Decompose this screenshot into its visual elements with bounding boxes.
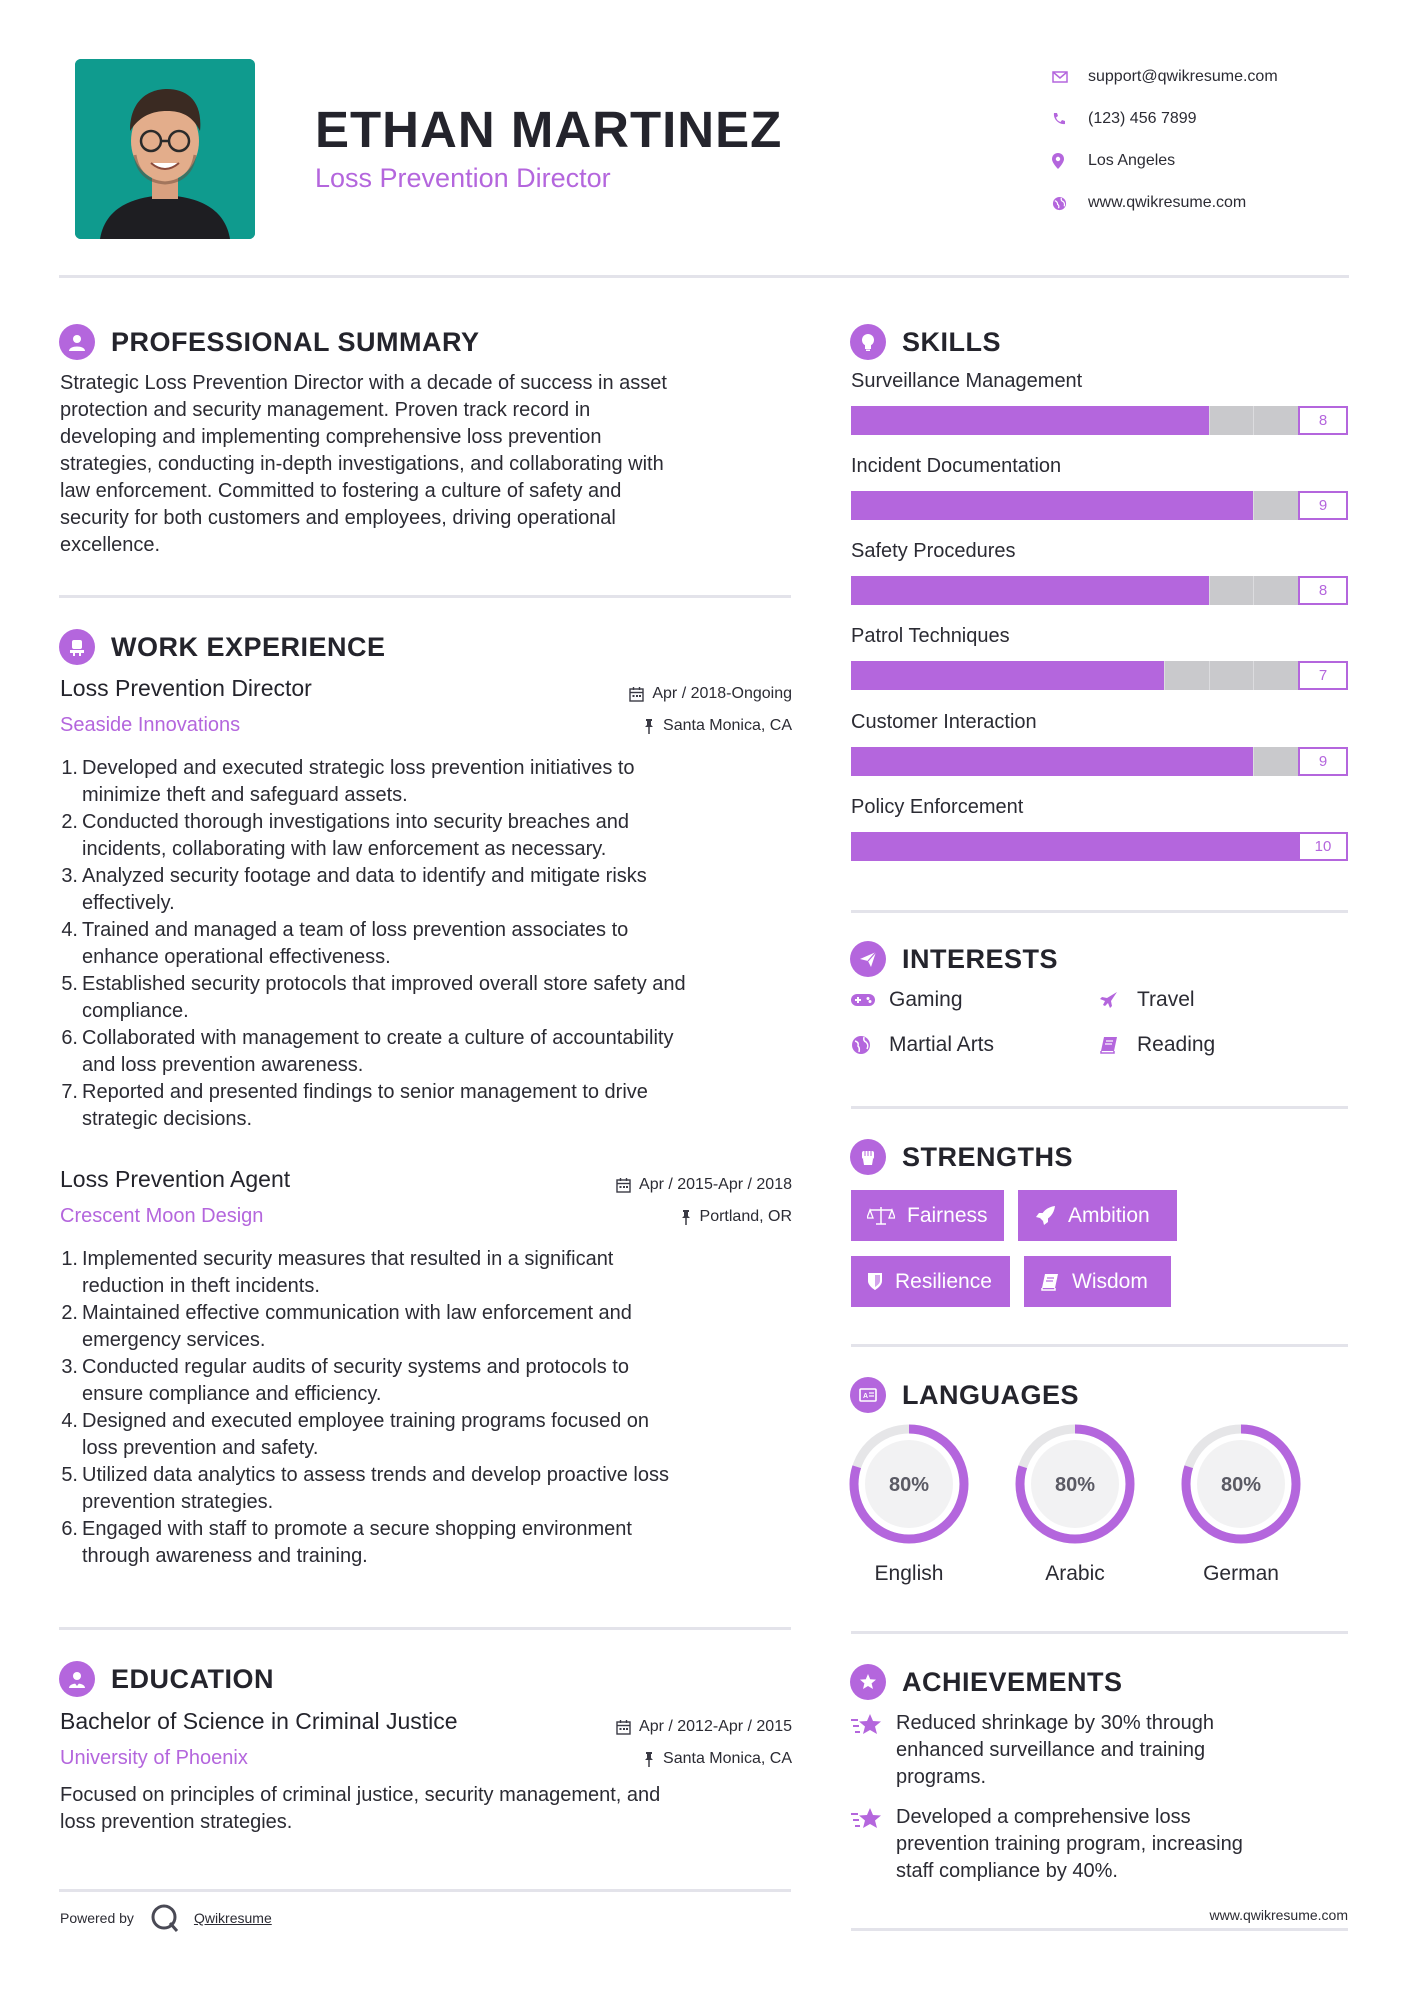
phone-icon: [1052, 112, 1088, 126]
shield-icon: [867, 1272, 883, 1291]
skill-level-bar: [851, 406, 1348, 435]
skill-name: Customer Interaction: [851, 711, 1037, 733]
languages-heading: [850, 1377, 1079, 1413]
skill-segment: [896, 491, 941, 520]
education-degree: Bachelor of Science in Criminal Justice: [60, 1708, 458, 1734]
skill-segment: [940, 661, 985, 690]
experience-heading: [59, 629, 386, 665]
email-icon: [1052, 71, 1088, 83]
skill-segment: [1074, 661, 1119, 690]
skill-segment: [1119, 832, 1164, 861]
languages-title: LANGUAGES: [902, 1379, 1080, 1410]
skill-segment: [1119, 576, 1164, 605]
pin-icon: [643, 1752, 655, 1767]
footer-branding: [60, 1903, 272, 1933]
strengths-heading: [850, 1139, 1073, 1175]
skill-segment: [985, 661, 1030, 690]
skill-item: [851, 796, 1348, 861]
pin-icon: [643, 719, 655, 734]
skill-segment: [1030, 576, 1075, 605]
globe-icon: [851, 1035, 889, 1055]
rocket-icon: [1034, 1205, 1056, 1227]
footer-url[interactable]: www.qwikresume.com: [1209, 1907, 1348, 1923]
interests-heading: [850, 941, 1058, 977]
interest-reading: Reading: [1099, 1033, 1215, 1057]
summary-title: PROFESSIONAL SUMMARY: [111, 326, 480, 357]
skill-level-bar: [851, 576, 1348, 605]
skill-segment: [1209, 747, 1254, 776]
language-item: [848, 1423, 970, 1586]
skill-segment: [1119, 661, 1164, 690]
interests-title: INTERESTS: [902, 943, 1059, 974]
strength-fairness: Fairness: [851, 1190, 1004, 1241]
contact-list: [1052, 56, 1382, 224]
skill-segment: [985, 406, 1030, 435]
job-location: Santa Monica, CA: [643, 717, 792, 735]
language-name: English: [874, 1562, 944, 1585]
skill-segment: [851, 576, 896, 605]
job-date: Apr / 2018-Ongoing: [629, 685, 792, 703]
book-icon: [1099, 1035, 1137, 1055]
skills-title: SKILLS: [902, 326, 1002, 357]
contact-phone[interactable]: [1052, 98, 1382, 140]
job-location: Portland, OR: [680, 1208, 792, 1226]
skill-item: [851, 370, 1348, 435]
skill-segment: [1030, 491, 1075, 520]
contact-website[interactable]: [1052, 182, 1382, 224]
skill-segment: [1030, 747, 1075, 776]
skill-segment: [1119, 747, 1164, 776]
achievement-item: Developed a comprehensive loss prevention training program, increasing staff compliance by 40%.: [851, 1804, 1348, 1885]
language-ring: [848, 1423, 970, 1545]
powered-by-label: Powered by: [60, 1910, 134, 1926]
star-badge-icon: [850, 1664, 886, 1700]
job-bullets: [60, 1246, 792, 1570]
education-entry: [60, 1708, 792, 1836]
skill-segment: [940, 576, 985, 605]
list-item: 5. Utilized data analytics to assess trends and develop proactive loss prevention strategies.: [61, 1464, 669, 1513]
candidate-name: ETHAN MARTINEZ: [315, 101, 783, 158]
qwikresume-link[interactable]: Qwikresume: [193, 1910, 272, 1926]
skill-segment: [1164, 661, 1209, 690]
skill-segment: [896, 661, 941, 690]
skill-segment: [1209, 406, 1254, 435]
skill-level-bar: [851, 661, 1348, 690]
interests-divider: [851, 1106, 1348, 1109]
job-company: Seaside Innovations: [60, 714, 241, 736]
skill-segment: [1030, 406, 1075, 435]
skill-item: [851, 540, 1348, 605]
skill-level-badge: 7: [1298, 661, 1348, 690]
job-title: Loss Prevention Director: [60, 675, 312, 701]
skill-segment: [896, 747, 941, 776]
star-icon: [851, 1710, 896, 1791]
skill-segment: [1164, 406, 1209, 435]
header-divider: [59, 275, 1349, 278]
fist-icon: [850, 1139, 886, 1175]
achievements-divider: [851, 1928, 1348, 1931]
contact-phone-text: (123) 456 7899: [1088, 110, 1197, 127]
skill-segment: [1119, 406, 1164, 435]
strengths-divider: [851, 1344, 1348, 1347]
skill-segment: [985, 491, 1030, 520]
skill-level-bar: [851, 491, 1348, 520]
calendar-icon: [629, 687, 644, 702]
language-ring: [1014, 1423, 1136, 1545]
skill-segment: [940, 406, 985, 435]
skill-name: Incident Documentation: [851, 455, 1062, 477]
job-company: Crescent Moon Design: [60, 1205, 264, 1227]
skill-level-badge: 8: [1298, 576, 1348, 605]
skill-item: [851, 455, 1348, 520]
contact-email-text: support@qwikresume.com: [1088, 68, 1278, 85]
paper-plane-icon: [850, 941, 886, 977]
skill-segment: [1030, 661, 1075, 690]
list-item: 6. Collaborated with management to create a culture of accountability and loss prevention awareness.: [61, 1027, 674, 1076]
skill-item: [851, 711, 1348, 776]
skill-item: [851, 625, 1348, 690]
skill-segment: [1209, 491, 1254, 520]
calendar-icon: [616, 1178, 631, 1193]
skill-level-bar: [851, 832, 1348, 861]
skill-segment: [985, 747, 1030, 776]
skill-segment: [1253, 491, 1298, 520]
skill-segment: [940, 747, 985, 776]
location-icon: [1052, 153, 1088, 169]
list-item: 3. Conducted regular audits of security systems and protocols to ensure compliance and efficiency.: [61, 1356, 629, 1405]
skill-segment: [1253, 576, 1298, 605]
graduate-icon: [59, 1661, 95, 1697]
achievements-title: ACHIEVEMENTS: [902, 1666, 1123, 1697]
skill-segment: [1209, 576, 1254, 605]
list-item: 1. Implemented security measures that resulted in a significant reduction in theft incidents.: [61, 1248, 614, 1297]
summary-divider: [59, 595, 791, 598]
language-percent: 80%: [888, 1474, 930, 1496]
globe-icon: [1052, 196, 1088, 211]
education-date: Apr / 2012-Apr / 2015: [616, 1718, 792, 1736]
language-item: [1014, 1423, 1136, 1586]
interest-gaming: Gaming: [851, 988, 963, 1012]
job-bullets: [60, 755, 792, 1133]
scale-icon: [867, 1206, 895, 1226]
skill-segment: [1164, 491, 1209, 520]
skill-name: Patrol Techniques: [851, 625, 1010, 647]
interest-martial-arts: Martial Arts: [851, 1033, 994, 1057]
experience-divider: [59, 1627, 791, 1630]
skill-segment: [1164, 576, 1209, 605]
list-item: 3. Analyzed security footage and data to identify and mitigate risks effectively.: [61, 865, 647, 914]
gamepad-icon: [851, 993, 889, 1007]
skill-segment: [851, 747, 896, 776]
skill-segment: [1164, 832, 1209, 861]
job-title: Loss Prevention Agent: [60, 1166, 291, 1192]
skill-name: Policy Enforcement: [851, 796, 1024, 818]
skill-segment: [851, 661, 896, 690]
skill-level-badge: 8: [1298, 406, 1348, 435]
skill-segment: [1074, 576, 1119, 605]
skills-divider: [851, 910, 1348, 913]
contact-website-text: www.qwikresume.com: [1088, 194, 1247, 211]
job-entry: [60, 1166, 792, 1570]
lightbulb-icon: [850, 324, 886, 360]
skill-level-badge: 9: [1298, 491, 1348, 520]
summary-heading: [59, 324, 480, 360]
skill-segment: [1253, 832, 1298, 861]
skill-segment: [896, 576, 941, 605]
strength-wisdom: Wisdom: [1024, 1256, 1171, 1307]
list-item: 7. Reported and presented findings to senior management to drive strategic decisions.: [61, 1081, 648, 1130]
skill-segment: [1253, 661, 1298, 690]
skill-segment: [851, 832, 896, 861]
book-icon: [1040, 1272, 1060, 1292]
candidate-title: Loss Prevention Director: [315, 163, 611, 193]
qwikresume-logo-icon: [150, 1903, 180, 1933]
skill-segment: [940, 832, 985, 861]
skill-segment: [1253, 406, 1298, 435]
skills-heading: [850, 324, 1001, 360]
list-item: 6. Engaged with staff to promote a secure shopping environment through awareness and training.: [61, 1518, 632, 1567]
experience-title: WORK EXPERIENCE: [111, 631, 386, 662]
skill-level-badge: 10: [1298, 832, 1348, 861]
star-icon: [851, 1804, 896, 1885]
language-name: Arabic: [1045, 1562, 1105, 1585]
achievements-heading: [850, 1664, 1123, 1700]
education-location: Santa Monica, CA: [643, 1750, 792, 1768]
skill-level-badge: 9: [1298, 747, 1348, 776]
skill-name: Surveillance Management: [851, 370, 1083, 392]
languages-divider: [851, 1631, 1348, 1634]
education-school: University of Phoenix: [60, 1747, 248, 1769]
education-title: EDUCATION: [111, 1663, 274, 1694]
skill-segment: [985, 832, 1030, 861]
list-item: 1. Developed and executed strategic loss prevention initiatives to minimize theft and safeguard assets.: [61, 757, 635, 806]
user-icon: [59, 324, 95, 360]
contact-email[interactable]: [1052, 56, 1382, 98]
skill-segment: [1074, 747, 1119, 776]
contact-location: [1052, 140, 1382, 182]
calendar-icon: [616, 1720, 631, 1735]
skill-segment: [851, 491, 896, 520]
language-icon: [850, 1377, 886, 1413]
skill-name: Safety Procedures: [851, 540, 1016, 562]
language-name: German: [1203, 1562, 1279, 1585]
skill-segment: [1074, 406, 1119, 435]
language-ring: [1180, 1423, 1302, 1545]
skill-segment: [1074, 832, 1119, 861]
skill-level-bar: [851, 747, 1348, 776]
skill-segment: [1074, 491, 1119, 520]
svg-text:A: A: [863, 1393, 869, 1400]
list-item: 4. Designed and executed employee training programs focused on loss prevention and safety.: [61, 1410, 650, 1459]
education-description: Focused on principles of criminal justice, security management, and loss prevention strategies.: [60, 1784, 661, 1833]
skill-segment: [940, 491, 985, 520]
plane-icon: [1099, 990, 1137, 1010]
skill-segment: [896, 832, 941, 861]
list-item: 5. Established security protocols that improved overall store safety and compliance.: [61, 973, 686, 1022]
skill-segment: [851, 406, 896, 435]
interest-travel: Travel: [1099, 988, 1195, 1012]
list-item: 2. Maintained effective communication with law enforcement and emergency services.: [61, 1302, 632, 1351]
education-heading: [59, 1661, 274, 1697]
strengths-title: STRENGTHS: [902, 1141, 1074, 1172]
contact-location-text: Los Angeles: [1088, 152, 1176, 169]
summary-text: Strategic Loss Prevention Director with a decade of success in asset protection and security management. Proven track record in developing and implementing comprehensive loss prevention strategies, conducting in-depth investigations, and collaborating with law enforcement. Committed to fostering a culture of safety and security for both customers and employees, driving operational excellence.: [60, 372, 667, 556]
strength-ambition: Ambition: [1018, 1190, 1177, 1241]
profile-photo: [75, 59, 255, 239]
skill-segment: [985, 576, 1030, 605]
achievement-item: Reduced shrinkage by 30% through enhanced surveillance and training programs.: [851, 1710, 1348, 1791]
job-date: Apr / 2015-Apr / 2018: [616, 1176, 792, 1194]
skill-segment: [1030, 832, 1075, 861]
skill-segment: [896, 406, 941, 435]
list-item: 2. Conducted thorough investigations into security breaches and incidents, collaborating with law enforcement as necessary.: [61, 811, 630, 860]
skill-segment: [1209, 832, 1254, 861]
list-item: 4. Trained and managed a team of loss prevention associates to enhance operational effectiveness.: [61, 919, 629, 968]
education-divider: [59, 1889, 791, 1892]
briefcase-icon: [59, 629, 95, 665]
job-entry: [60, 675, 792, 1133]
pin-icon: [680, 1210, 692, 1225]
language-percent: 80%: [1054, 1474, 1096, 1496]
strength-resilience: Resilience: [851, 1256, 1010, 1307]
language-percent: 80%: [1220, 1474, 1262, 1496]
language-item: [1180, 1423, 1302, 1586]
skill-segment: [1209, 661, 1254, 690]
skill-segment: [1164, 747, 1209, 776]
skill-segment: [1253, 747, 1298, 776]
skill-segment: [1119, 491, 1164, 520]
